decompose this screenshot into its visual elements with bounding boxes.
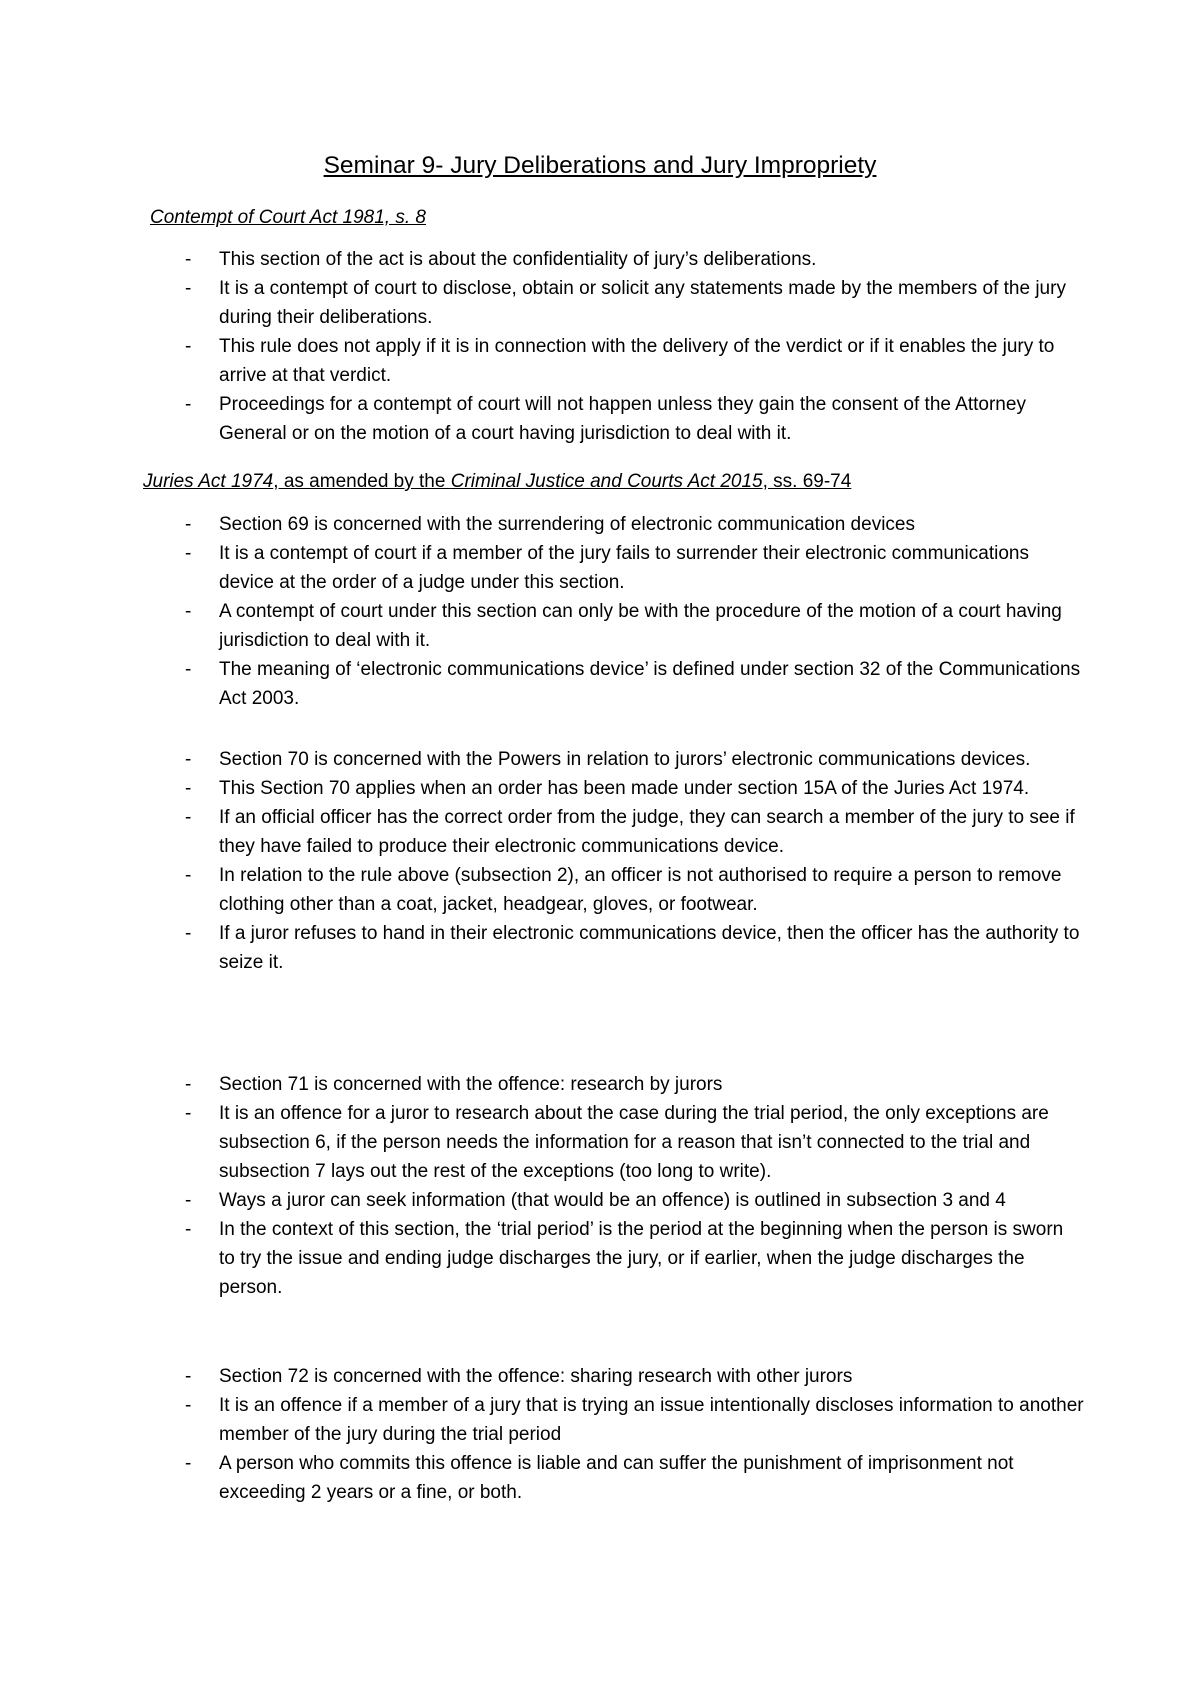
list-item: - This rule does not apply if it is in connection with the delivery of the verdict or if it enables the jury to arrive at that verdict. xyxy=(184,332,1084,390)
juries-act-title: Juries Act 1974 xyxy=(143,471,274,492)
list-item: - Ways a juror can seek information (that would be an offence) is outlined in subsection 3 and 4 xyxy=(184,1186,1084,1215)
list-item: - This Section 70 applies when an order has been made under section 15A of the Juries Act 1974. xyxy=(184,774,1084,803)
list-item: - In the context of this section, the ‘trial period’ is the period at the beginning when the person is sworn to try the issue and ending judge discharges the jury, or if earlier, when the judge discharges the person. xyxy=(184,1215,1084,1302)
section-heading-contempt-act: Contempt of Court Act 1981, s. 8 xyxy=(150,207,426,228)
list-item: - If a juror refuses to hand in their electronic communications device, then the officer has the authority to seize it. xyxy=(184,919,1084,977)
section-heading-juries-act xyxy=(143,468,851,496)
list-item: - Section 70 is concerned with the Powers in relation to jurors’ electronic communications devices. xyxy=(184,745,1084,774)
section-71-list xyxy=(184,1070,1084,1302)
list-item: - It is an offence for a juror to research about the case during the trial period, the only exceptions are subsection 6, if the person needs the information for a reason that isn’t connected to the trial and subsection 7 lays out the rest of the exceptions (too long to write). xyxy=(184,1099,1084,1186)
list-item: - If an official officer has the correct order from the judge, they can search a member of the jury to see if they have failed to produce their electronic communications device. xyxy=(184,803,1084,861)
section-69-list xyxy=(184,510,1084,713)
list-item: - It is a contempt of court if a member of the jury fails to surrender their electronic communications device at the order of a judge under this section. xyxy=(184,539,1084,597)
list-item: - Section 72 is concerned with the offence: sharing research with other jurors xyxy=(184,1362,1084,1391)
page-title: Seminar 9- Jury Deliberations and Jury Impropriety xyxy=(323,152,877,179)
criminal-justice-act-title: Criminal Justice and Courts Act 2015 xyxy=(450,471,763,492)
list-item: - Section 69 is concerned with the surrendering of electronic communication devices xyxy=(184,510,1084,539)
list-item: - A person who commits this offence is liable and can suffer the punishment of imprisonment not exceeding 2 years or a fine, or both. xyxy=(184,1449,1084,1507)
list-item: - Section 71 is concerned with the offence: research by jurors xyxy=(184,1070,1084,1099)
list-item: - Proceedings for a contempt of court will not happen unless they gain the consent of the Attorney General or on the motion of a court having jurisdiction to deal with it. xyxy=(184,390,1084,448)
list-item: - This section of the act is about the confidentiality of jury’s deliberations. xyxy=(184,245,1084,274)
list-item: - It is a contempt of court to disclose, obtain or solicit any statements made by the members of the jury during their deliberations. xyxy=(184,274,1084,332)
heading-sections: , ss. 69-74 xyxy=(762,471,852,492)
section-72-list xyxy=(184,1362,1084,1507)
list-item: - It is an offence if a member of a jury that is trying an issue intentionally discloses information to another member of the jury during the trial period xyxy=(184,1391,1084,1449)
list-item: - In relation to the rule above (subsection 2), an officer is not authorised to require a person to remove clothing other than a coat, jacket, headgear, gloves, or footwear. xyxy=(184,861,1084,919)
list-item: - The meaning of ‘electronic communications device’ is defined under section 32 of the Communications Act 2003. xyxy=(184,655,1084,713)
heading-connector: , as amended by the xyxy=(273,471,451,492)
section-70-list xyxy=(184,745,1084,977)
list-item: - A contempt of court under this section can only be with the procedure of the motion of a court having jurisdiction to deal with it. xyxy=(184,597,1084,655)
contempt-act-list xyxy=(184,245,1084,448)
